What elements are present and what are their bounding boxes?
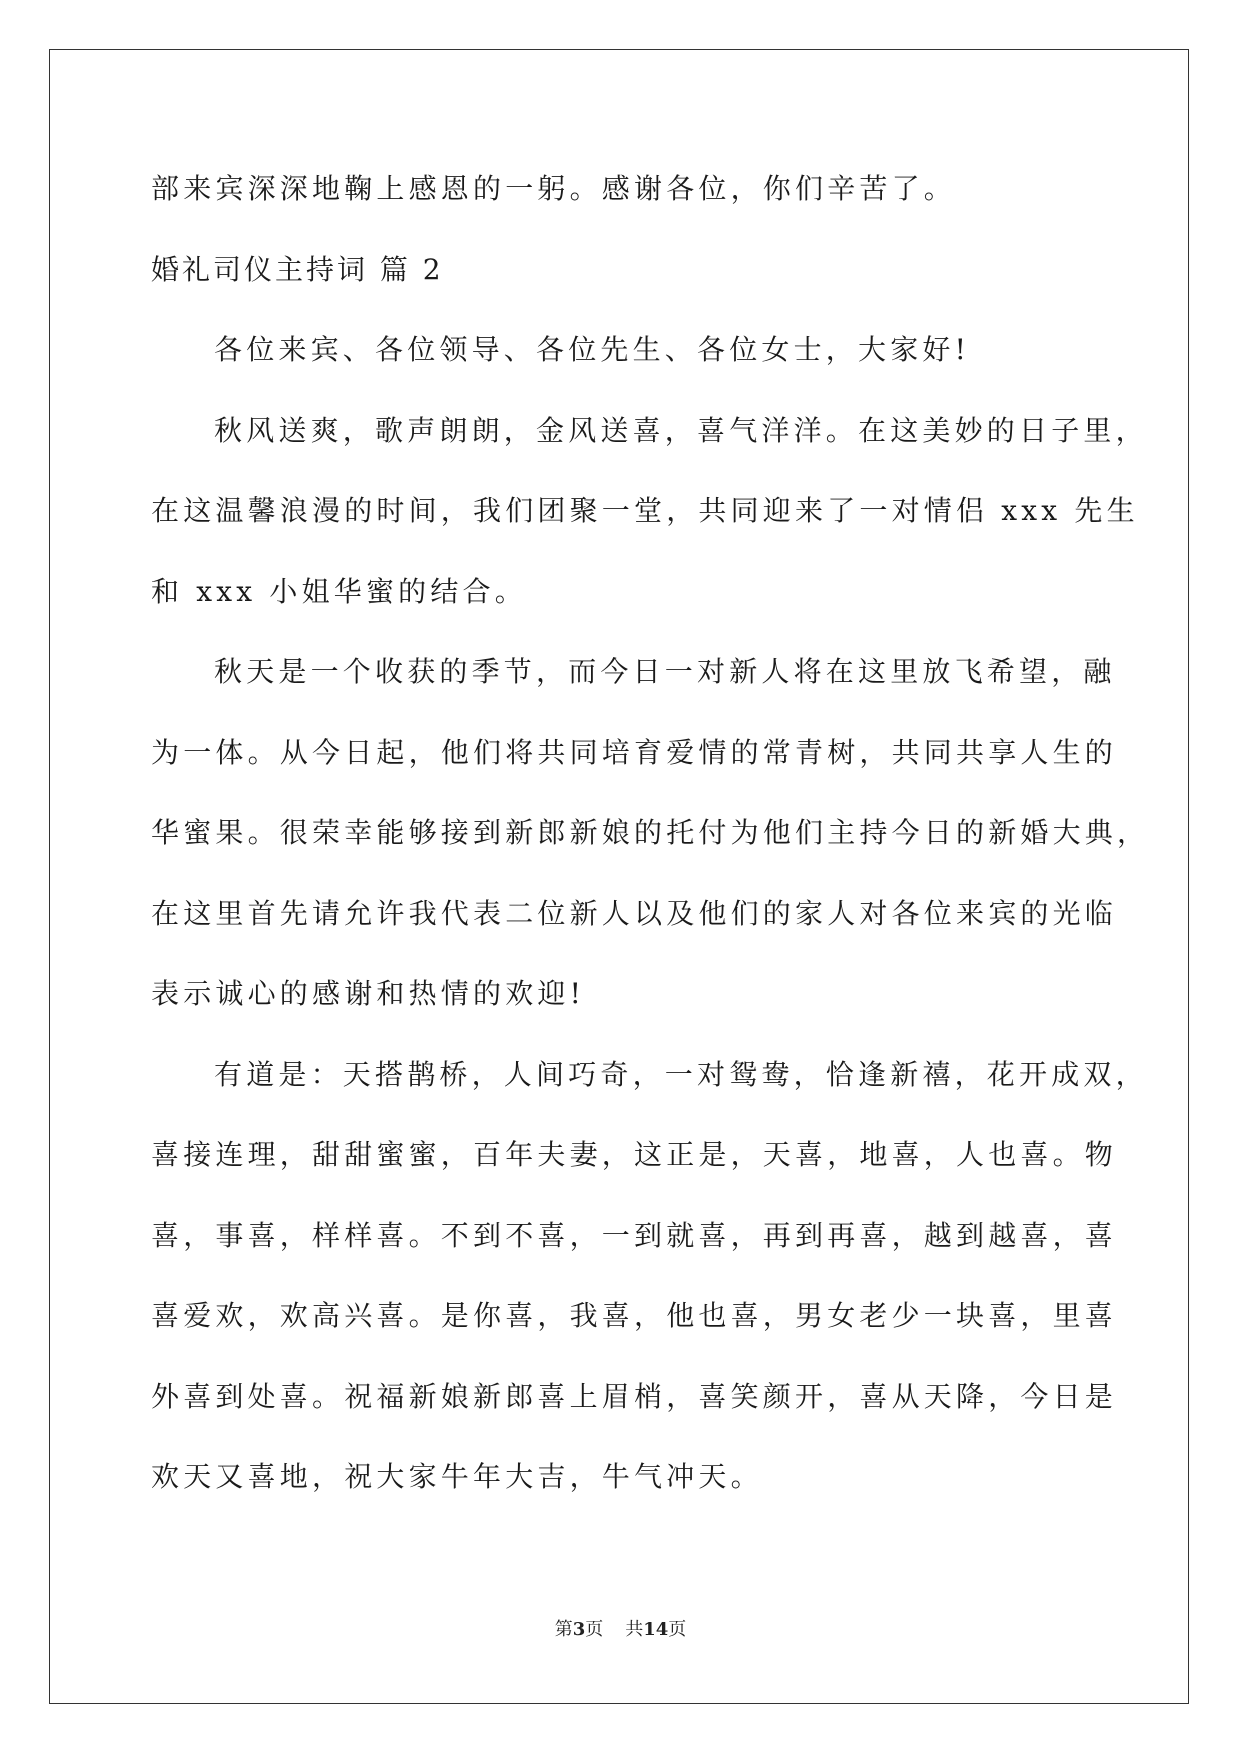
total-pages: 14 — [643, 1619, 669, 1640]
page-number: 3 — [572, 1619, 586, 1640]
paragraph-line: 表示诚心的感谢和热情的欢迎! — [151, 977, 586, 1010]
paragraph-line: 欢天又喜地，祝大家牛年大吉，牛气冲天。 — [151, 1460, 763, 1493]
paragraph-line: 在这温馨浪漫的时间，我们团聚一堂，共同迎来了一对情侣 xxx 先生 — [151, 494, 1139, 527]
paragraph-line: 有道是：天搭鹊桥，人间巧奇，一对鸳鸯，恰逢新禧，花开成双， — [214, 1057, 1148, 1091]
total-pages-suffix: 页 — [668, 1619, 687, 1640]
paragraph-line: 喜爱欢，欢高兴喜。是你喜，我喜，他也喜，男女老少一块喜，里喜 — [151, 1299, 1118, 1332]
paragraph-line: 在这里首先请允许我代表二位新人以及他们的家人对各位来宾的光临 — [151, 896, 1118, 930]
paragraph-line: 华蜜果。很荣幸能够接到新郎新娘的托付为他们主持今日的新婚大典， — [151, 816, 1150, 849]
paragraph-line: 喜接连理，甜甜蜜蜜，百年夫妻，这正是，天喜，地喜，人也喜。物 — [151, 1138, 1118, 1171]
paragraph-line: 秋天是一个收获的季节，而今日一对新人将在这里放飞希望，融 — [214, 655, 1116, 688]
paragraph-line: 喜，事喜，样样喜。不到不喜，一到就喜，再到再喜，越到越喜，喜 — [151, 1218, 1118, 1252]
paragraph-line: 秋风送爽，歌声朗朗，金风送喜，喜气洋洋。在这美妙的日子里， — [214, 413, 1148, 447]
section-heading: 婚礼司仪主持词 篇 2 — [151, 252, 444, 286]
page-number-suffix: 页 — [585, 1619, 604, 1640]
paragraph-line: 外喜到处喜。祝福新娘新郎喜上眉梢，喜笑颜开，喜从天降，今日是 — [151, 1379, 1118, 1413]
paragraph-line: 和 xxx 小姐华蜜的结合。 — [151, 574, 527, 608]
page-footer — [0, 1615, 1241, 1641]
paragraph-line: 为一体。从今日起，他们将共同培育爱情的常青树，共同共享人生的 — [151, 735, 1118, 769]
total-pages-prefix: 共 — [625, 1619, 644, 1640]
paragraph-line: 部来宾深深地鞠上感恩的一躬。感谢各位，你们辛苦了。 — [151, 172, 957, 205]
page-number-prefix: 第 — [554, 1619, 573, 1640]
paragraph-line: 各位来宾、各位领导、各位先生、各位女士，大家好! — [214, 333, 971, 366]
document-body — [151, 149, 1150, 1518]
